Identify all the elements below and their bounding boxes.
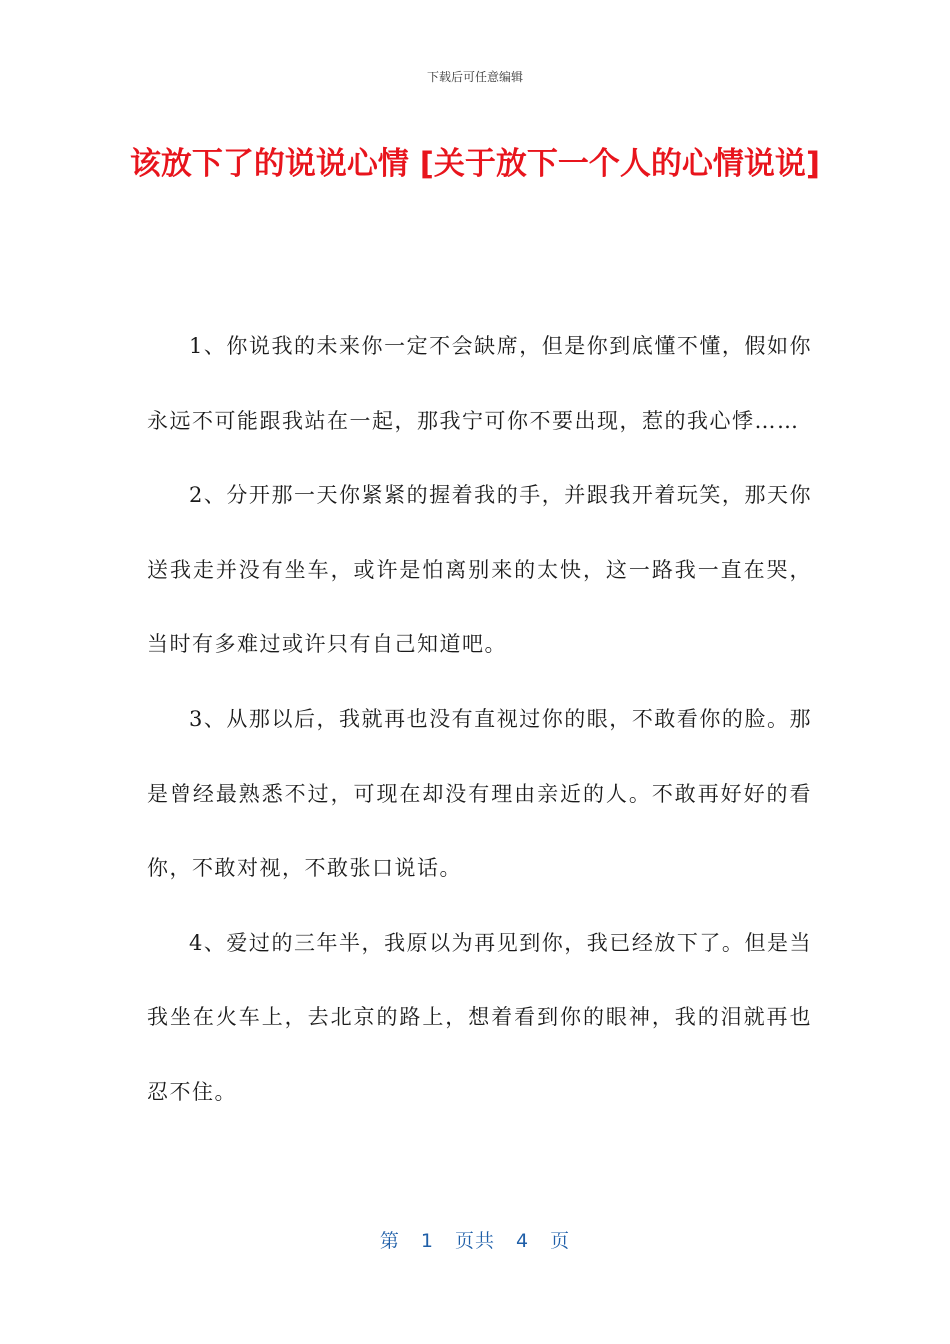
paragraph: 1、你说我的未来你一定不会缺席，但是你到底懂不懂，假如你永远不可能跟我站在一起，那我宁可你不要出现，惹的我心悸…… bbox=[147, 334, 812, 433]
page-footer: 第 1 页共 4 页 bbox=[379, 1230, 571, 1252]
document-body bbox=[147, 309, 812, 1130]
header-note: 下载后可任意编辑 bbox=[426, 70, 523, 84]
paragraph: 4、爱过的三年半，我原以为再见到你，我已经放下了。但是当我坐在火车上，去北京的路上，想着看到你的眼神，我的泪就再也忍不住。 bbox=[147, 930, 812, 1104]
paragraph: 2、分开那一天你紧紧的握着我的手，并跟我开着玩笑，那天你送我走并没有坐车，或许是怕离别来的太快，这一路我一直在哭，当时有多难过或许只有自己知道吧。 bbox=[147, 483, 812, 657]
document-title: 该放下了的说说心情 [关于放下一个人的心情说说] bbox=[129, 146, 821, 182]
paragraph: 3、从那以后，我就再也没有直视过你的眼，不敢看你的脸。那是曾经最熟悉不过，可现在却没有理由亲近的人。不敢再好好的看你，不敢对视，不敢张口说话。 bbox=[147, 706, 812, 881]
